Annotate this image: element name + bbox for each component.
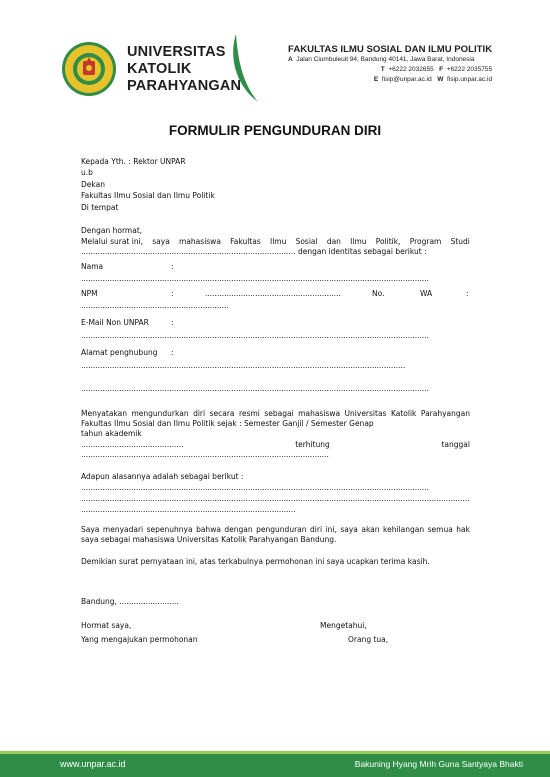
colon: : <box>171 348 174 357</box>
address-line: A Jalan Ciumbuleuit 94, Bandung 40141, Jawa Barat, Indonesia <box>288 56 475 63</box>
email-field[interactable]: .................................................................................................................................................. <box>81 331 430 340</box>
signature-right-1: Mengetahui, <box>320 621 367 630</box>
colon: : <box>171 262 174 271</box>
reason-field[interactable]: .......................................................................................... <box>81 505 296 514</box>
colon: : <box>171 318 174 327</box>
reason-field[interactable]: ................................................................................................................................................................... <box>81 494 470 503</box>
reason-label: Adapun alasannya adalah sebagai berikut : <box>81 472 244 481</box>
program-studi-line[interactable]: .......................................................................................... dengan identitas sebagai berikut : <box>81 247 427 256</box>
recipient-line: u.b <box>81 168 93 177</box>
signature-right-2: Orang tua, <box>348 635 389 644</box>
recipient-line: Dekan <box>81 180 105 189</box>
npm-field[interactable]: ......................................................... <box>205 289 341 298</box>
alamat-field[interactable]: ........................................................................................................................................ <box>81 361 406 370</box>
place-date[interactable]: Bandung, ......................... <box>81 597 179 606</box>
no-label: No. <box>372 289 385 298</box>
nama-field[interactable]: .................................................................................................................................................. <box>81 274 430 283</box>
alamat-field[interactable]: .................................................................................................................................................. <box>81 384 430 393</box>
email-line: E fisip@unpar.ac.id W fisip.unpar.ac.id <box>373 76 493 83</box>
signature-left-2: Yang mengajukan permohonan <box>81 635 198 644</box>
recipient-line: Di tempat <box>81 203 119 212</box>
intro-line: Melalui surat ini, saya mahasiswa Fakultas Ilmu Sosial dan Ilmu Politik, Program Studi <box>81 237 470 246</box>
faculty-contact <box>288 44 492 85</box>
closing-paragraph: Demikian surat pernyataan ini, atas terkabulnya permohonan ini saya ucapkan terima kasih. <box>81 557 430 566</box>
terhitung-line[interactable]: ........................................... terhitung tanggal <box>81 440 470 449</box>
footer-website[interactable]: www.unpar.ac.id <box>60 759 126 769</box>
email-label: E-Mail Non UNPAR <box>81 318 149 327</box>
phone-line: T +6222 2032655 F +6222 2035755 <box>380 66 493 73</box>
wa-field[interactable]: .............................................................. <box>81 301 229 310</box>
university-logo <box>61 41 117 97</box>
recipient-line: Fakultas Ilmu Sosial dan Ilmu Politik <box>81 191 215 200</box>
nama-label: Nama <box>81 262 104 271</box>
footer-motto: Bakuning Hyang Mrih Guna Santyaya Bhakti <box>354 759 523 769</box>
reason-field[interactable]: .................................................................................................................................................. <box>81 483 430 492</box>
colon: : <box>171 289 174 298</box>
leaf-swoosh-icon <box>228 32 262 104</box>
university-name: UNIVERSITAS KATOLIK PARAHYANGAN <box>127 44 242 94</box>
wa-label: WA <box>420 289 433 298</box>
npm-label: NPM <box>81 289 98 298</box>
greeting: Dengan hormat, <box>81 226 143 235</box>
faculty-name: FAKULTAS ILMU SOSIAL DAN ILMU POLITIK <box>288 44 493 55</box>
alamat-label: Alamat penghubung <box>81 348 158 357</box>
recipient-line: Kepada Yth. : Rektor UNPAR <box>81 157 186 166</box>
statement: Menyatakan mengundurkan diri secara resmi sebagai mahasiswa Universitas Katolik Parahyangan Fakultas Ilmu Sosial dan Ilmu Politik sejak : Semester Ganjil / Semester Genap <box>81 409 470 428</box>
colon: : <box>466 289 469 298</box>
tanggal-field[interactable]: ........................................................................................................ <box>81 450 329 459</box>
awareness-paragraph: Saya menyadari sepenuhnya bahwa dengan pengunduran diri ini, saya akan kehilangan semua hak saya sebagai mahasiswa Universitas Katolik Parahyangan Bandung. <box>81 525 470 544</box>
statement-end: tahun akademik <box>81 429 142 438</box>
signature-left-1: Hormat saya, <box>81 621 132 630</box>
form-title: FORMULIR PENGUNDURAN DIRI <box>168 123 382 138</box>
